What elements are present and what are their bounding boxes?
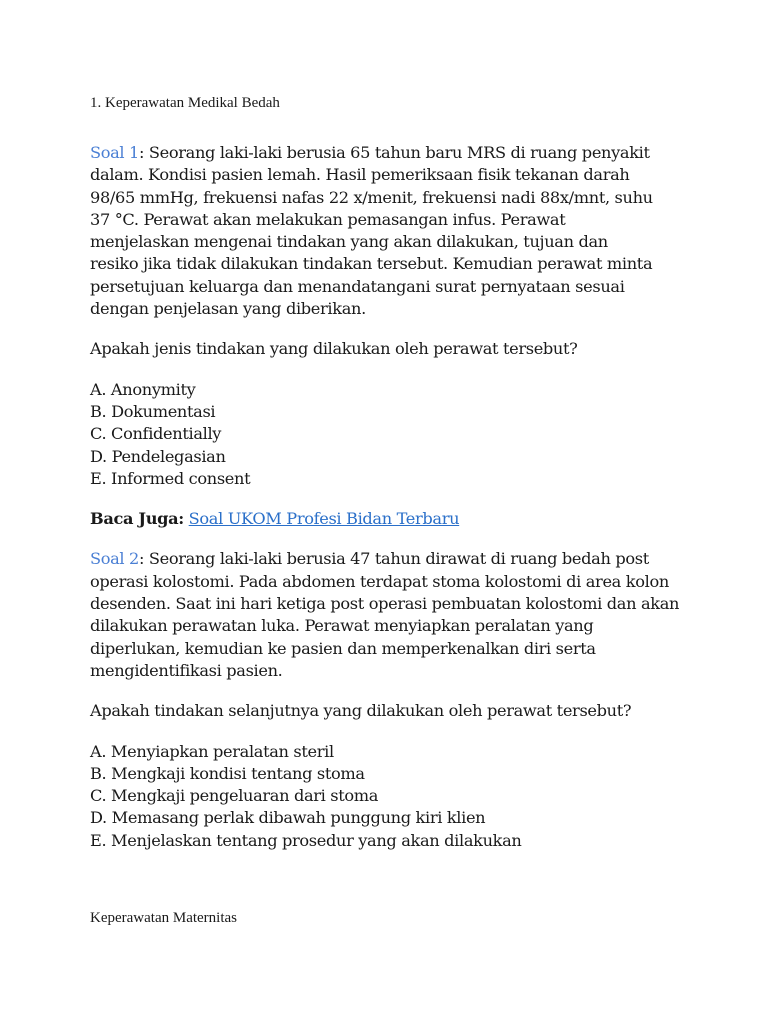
soal-1-option-a: A. Anonymity [90,379,196,399]
soal-2-paragraph [90,548,680,682]
baca-juga-link[interactable]: Soal UKOM Profesi Bidan Terbaru [188,509,460,529]
soal-2-label: Soal 2 [90,549,140,569]
soal-1-question: Apakah jenis tindakan yang dilakukan oleh perawat tersebut? [90,339,578,359]
soal-2-option-d: D. Memasang perlak dibawah punggung kiri klien [90,808,486,828]
soal-2-question: Apakah tindakan selanjutnya yang dilakukan oleh perawat tersebut? [90,701,632,721]
soal-1-option-b: B. Dokumentasi [90,401,216,421]
baca-juga-label: Baca Juga: [90,509,184,529]
soal-1-label: Soal 1 [90,143,140,162]
baca-juga-line [90,508,690,530]
soal-2-text: : Seorang laki-laki berusia 47 tahun dirawat di ruang bedah post operasi kolostomi. Pada abdomen terdapat stoma kolostomi di area kolon desenden. Saat ini hari ketiga post operasi pembuatan kolostomi dan akan dilakukan perawatan luka. Perawat menyiapkan peralatan yang diperlukan, kemudian ke pasien dan memperkenalkan diri serta mengidentifikasi pasien. [90,549,680,680]
soal-2-option-a: A. Menyiapkan peralatan steril [90,741,334,761]
section-heading-maternitas: Keperawatan Maternitas [90,910,238,926]
soal-1-paragraph [90,142,660,320]
soal-1-option-e: E. Informed consent [90,468,251,488]
soal-2-option-e: E. Menjelaskan tentang prosedur yang akan dilakukan [90,830,522,850]
soal-2-option-c: C. Mengkaji pengeluaran dari stoma [90,786,379,806]
section-heading-medikal-bedah: 1. Keperawatan Medikal Bedah [90,95,280,111]
soal-1-option-d: D. Pendelegasian [90,446,226,466]
document-page [90,93,690,926]
soal-2-option-b: B. Mengkaji kondisi tentang stoma [90,763,365,783]
soal-1-option-c: C. Confidentially [90,424,222,444]
soal-1-text: : Seorang laki-laki berusia 65 tahun baru MRS di ruang penyakit dalam. Kondisi pasien lemah. Hasil pemeriksaan fisik tekanan darah 98/65 mmHg, frekuensi nafas 22 x/menit, frekuensi nadi 88x/mnt, suhu 37 °C. Perawat akan melakukan pemasangan infus. Perawat menjelaskan mengenai tindakan yang akan dilakukan, tujuan dan resiko jika tidak dilakukan tindakan tersebut. Kemudian perawat minta persetujuan keluarga dan menandatangani surat pernyataan sesuai dengan penjelasan yang diberikan. [90,143,653,319]
soal-1-options [90,379,690,490]
soal-2-options [90,741,690,852]
